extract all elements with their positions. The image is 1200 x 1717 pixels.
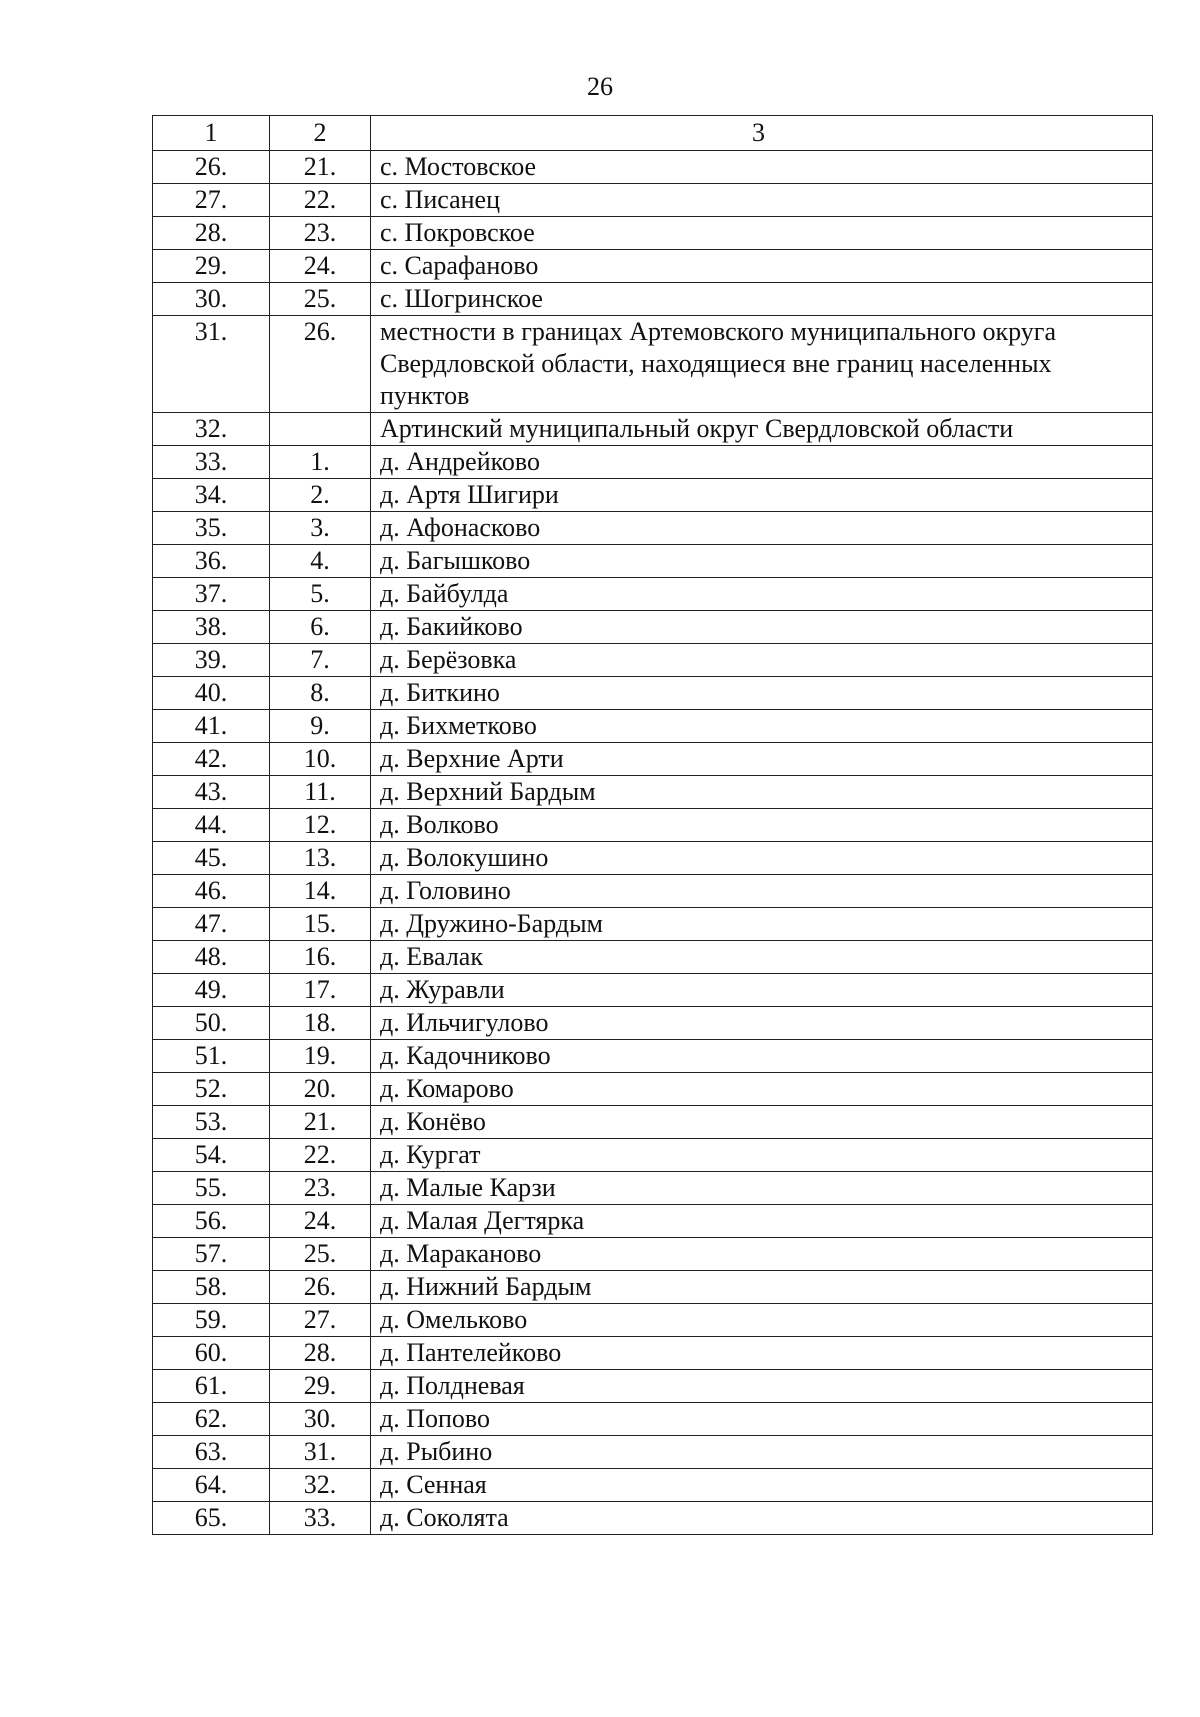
settlement-name: д. Багышково [371,545,1153,578]
row-subnumber: 22. [270,1139,371,1172]
table-row [153,875,1153,908]
settlement-name: д. Пантелейково [371,1337,1153,1370]
settlement-name: д. Соколята [371,1502,1153,1535]
row-subnumber: 17. [270,974,371,1007]
row-number: 55. [153,1172,270,1205]
row-number: 32. [153,413,270,446]
row-subnumber: 25. [270,283,371,316]
table-row [153,184,1153,217]
row-number: 36. [153,545,270,578]
row-subnumber: 23. [270,1172,371,1205]
table-row [153,512,1153,545]
settlement-name: с. Мостовское [371,151,1153,184]
row-subnumber: 29. [270,1370,371,1403]
row-number: 27. [153,184,270,217]
row-subnumber: 12. [270,809,371,842]
row-number: 57. [153,1238,270,1271]
row-number: 31. [153,316,270,413]
row-number: 49. [153,974,270,1007]
row-number: 33. [153,446,270,479]
table-row [153,151,1153,184]
row-subnumber: 28. [270,1337,371,1370]
row-subnumber: 25. [270,1238,371,1271]
table-row [153,776,1153,809]
table-row [153,316,1153,413]
row-number: 53. [153,1106,270,1139]
table-row [153,1337,1153,1370]
header-col-2: 2 [270,116,371,151]
row-subnumber: 32. [270,1469,371,1502]
table-row [153,809,1153,842]
row-number: 43. [153,776,270,809]
settlement-name: д. Попово [371,1403,1153,1436]
row-number: 30. [153,283,270,316]
row-number: 64. [153,1469,270,1502]
row-number: 37. [153,578,270,611]
table-row [153,941,1153,974]
settlement-name: с. Шогринское [371,283,1153,316]
table-row [153,1172,1153,1205]
row-number: 35. [153,512,270,545]
row-subnumber: 18. [270,1007,371,1040]
row-subnumber: 30. [270,1403,371,1436]
settlement-name: д. Волково [371,809,1153,842]
row-number: 26. [153,151,270,184]
table-row [153,974,1153,1007]
table-row [153,611,1153,644]
settlement-name: д. Нижний Бардым [371,1271,1153,1304]
table-row [153,1502,1153,1535]
settlement-name: д. Берёзовка [371,644,1153,677]
row-subnumber: 27. [270,1304,371,1337]
row-number: 40. [153,677,270,710]
row-number: 61. [153,1370,270,1403]
table-row [153,1469,1153,1502]
table-row [153,1304,1153,1337]
table-row [153,479,1153,512]
row-subnumber: 7. [270,644,371,677]
settlement-name: д. Ильчигулово [371,1007,1153,1040]
row-number: 62. [153,1403,270,1436]
table-row [153,413,1153,446]
table-row [153,250,1153,283]
row-subnumber: 1. [270,446,371,479]
row-subnumber: 26. [270,1271,371,1304]
settlement-name: д. Головино [371,875,1153,908]
row-subnumber: 11. [270,776,371,809]
row-subnumber: 19. [270,1040,371,1073]
table-header-row [153,116,1153,151]
header-col-1: 1 [153,116,270,151]
row-number: 65. [153,1502,270,1535]
settlement-name: д. Биткино [371,677,1153,710]
settlement-name: д. Кадочниково [371,1040,1153,1073]
row-number: 54. [153,1139,270,1172]
settlement-name: д. Комарово [371,1073,1153,1106]
table-row [153,908,1153,941]
table-row [153,217,1153,250]
settlement-name: д. Волокушино [371,842,1153,875]
row-subnumber: 21. [270,151,371,184]
row-number: 41. [153,710,270,743]
table-row [153,1403,1153,1436]
row-subnumber: 13. [270,842,371,875]
settlement-name: д. Евалак [371,941,1153,974]
settlement-name: д. Афонасково [371,512,1153,545]
row-subnumber: 21. [270,1106,371,1139]
table-row [153,1370,1153,1403]
settlement-name: д. Малая Дегтярка [371,1205,1153,1238]
settlement-name: д. Байбулда [371,578,1153,611]
row-subnumber: 33. [270,1502,371,1535]
row-number: 45. [153,842,270,875]
row-number: 48. [153,941,270,974]
row-number: 51. [153,1040,270,1073]
settlement-name: д. Полдневая [371,1370,1153,1403]
settlement-name: местности в границах Артемовского муниципального округа Свердловской области, находящиеся вне границ населенных пунктов [371,316,1153,413]
row-subnumber: 24. [270,250,371,283]
settlement-name: д. Мараканово [371,1238,1153,1271]
table-row [153,1205,1153,1238]
row-number: 60. [153,1337,270,1370]
row-number: 56. [153,1205,270,1238]
table-row [153,1007,1153,1040]
settlement-name: д. Бакийково [371,611,1153,644]
settlement-name: д. Верхние Арти [371,743,1153,776]
row-number: 63. [153,1436,270,1469]
settlement-name: д. Рыбино [371,1436,1153,1469]
table-row [153,842,1153,875]
row-number: 44. [153,809,270,842]
settlement-name: д. Андрейково [371,446,1153,479]
row-subnumber [270,413,371,446]
row-subnumber: 15. [270,908,371,941]
table-row [153,1073,1153,1106]
table-row [153,283,1153,316]
settlement-name: д. Журавли [371,974,1153,1007]
table-row [153,710,1153,743]
table-row [153,743,1153,776]
settlements-table [152,115,1153,1535]
header-col-3: 3 [371,116,1153,151]
row-subnumber: 8. [270,677,371,710]
settlement-name: д. Бихметково [371,710,1153,743]
row-number: 28. [153,217,270,250]
settlement-name: д. Верхний Бардым [371,776,1153,809]
row-subnumber: 20. [270,1073,371,1106]
row-number: 46. [153,875,270,908]
table-row [153,644,1153,677]
table-body [153,116,1153,1535]
settlement-name: д. Конёво [371,1106,1153,1139]
row-subnumber: 2. [270,479,371,512]
row-number: 39. [153,644,270,677]
row-number: 47. [153,908,270,941]
table-row [153,1040,1153,1073]
settlement-name: д. Дружино-Бардым [371,908,1153,941]
row-number: 38. [153,611,270,644]
settlement-name: с. Писанец [371,184,1153,217]
table-row [153,545,1153,578]
row-subnumber: 31. [270,1436,371,1469]
row-subnumber: 16. [270,941,371,974]
row-number: 42. [153,743,270,776]
page-number: 26 [587,72,613,101]
row-number: 29. [153,250,270,283]
table-row [153,1106,1153,1139]
settlement-name: д. Артя Шигири [371,479,1153,512]
table-row [153,1436,1153,1469]
row-subnumber: 14. [270,875,371,908]
row-subnumber: 24. [270,1205,371,1238]
settlement-name: д. Кургат [371,1139,1153,1172]
settlement-name: д. Сенная [371,1469,1153,1502]
row-number: 34. [153,479,270,512]
table-row [153,1139,1153,1172]
row-number: 50. [153,1007,270,1040]
table-row [153,578,1153,611]
settlement-name: с. Сарафаново [371,250,1153,283]
row-subnumber: 5. [270,578,371,611]
settlement-name: д. Малые Карзи [371,1172,1153,1205]
settlement-name: Артинский муниципальный округ Свердловской области [371,413,1153,446]
row-number: 58. [153,1271,270,1304]
settlement-name: д. Омельково [371,1304,1153,1337]
row-subnumber: 10. [270,743,371,776]
row-subnumber: 22. [270,184,371,217]
row-subnumber: 3. [270,512,371,545]
row-subnumber: 26. [270,316,371,413]
row-subnumber: 6. [270,611,371,644]
row-number: 52. [153,1073,270,1106]
settlement-name: с. Покровское [371,217,1153,250]
row-subnumber: 23. [270,217,371,250]
row-subnumber: 4. [270,545,371,578]
row-number: 59. [153,1304,270,1337]
row-subnumber: 9. [270,710,371,743]
table-row [153,1271,1153,1304]
table-row [153,446,1153,479]
table-row [153,677,1153,710]
table-row [153,1238,1153,1271]
